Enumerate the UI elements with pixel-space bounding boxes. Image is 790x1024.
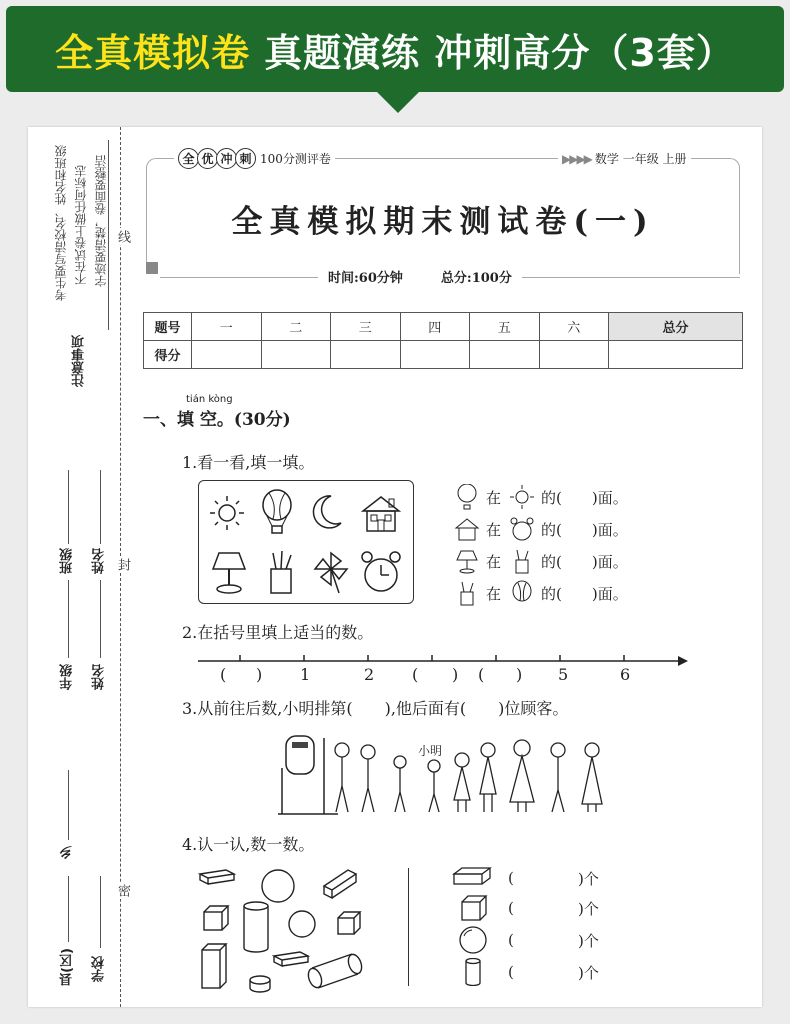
word-of: 的( <box>541 584 562 603</box>
house-icon <box>359 493 403 533</box>
banner-rest: 真题演练 冲刺高分（3套） <box>264 30 735 75</box>
cuboid-icon <box>452 864 494 892</box>
q1-row <box>454 548 628 574</box>
field-name-top: 姓名 <box>92 548 107 574</box>
banner-highlight: 全真模拟卷 <box>55 30 251 75</box>
field-grade: 年级 <box>60 664 75 690</box>
picture-box <box>198 480 414 604</box>
pencil-cup-icon <box>509 548 535 574</box>
binding-mark-seal: 封 <box>115 558 130 571</box>
binding-mark-secret: 密 <box>115 884 130 897</box>
pencil-cup-icon <box>454 580 480 606</box>
score-cell[interactable] <box>470 341 540 369</box>
brand-char: 冲 <box>216 148 237 169</box>
arrows-icon: ▶▶▶▶ <box>562 152 591 166</box>
q1-row <box>454 580 628 606</box>
sun-icon <box>509 484 535 510</box>
score-cell[interactable] <box>331 341 401 369</box>
field-line-township <box>68 770 69 840</box>
brand-subtitle: 100分测评卷 <box>260 152 331 166</box>
row-label: 题号 <box>144 313 192 341</box>
q1-row <box>454 484 628 510</box>
field-line-class <box>68 470 69 544</box>
word-of: 的( <box>541 488 562 507</box>
count-open: ( <box>508 931 514 949</box>
score-table <box>143 312 743 369</box>
numline-label: ) <box>256 665 263 684</box>
numline-label: ) <box>452 665 459 684</box>
number-line <box>198 652 688 676</box>
hot-air-balloon-icon <box>509 580 535 606</box>
numline-label: 6 <box>620 665 631 684</box>
word-in: 在 <box>486 488 502 507</box>
numline-label: ( <box>478 665 485 684</box>
section-pinyin: tián kòng <box>186 394 233 405</box>
word-in: 在 <box>486 584 502 603</box>
numline-label: ( <box>412 665 419 684</box>
field-line-county <box>68 876 69 942</box>
column-header: 二 <box>261 313 331 341</box>
hot-air-balloon-icon <box>259 489 295 535</box>
brand-char: 刺 <box>235 148 256 169</box>
word-in: 在 <box>486 552 502 571</box>
cube-icon <box>452 894 494 922</box>
field-township: 乡 <box>60 846 75 859</box>
field-line-name <box>100 470 101 544</box>
pencil-cup-icon <box>265 549 297 595</box>
count-open: ( <box>508 899 514 917</box>
note-3: 字迹要清楚，卷面要整洁 <box>94 155 108 287</box>
brand-char: 优 <box>197 148 218 169</box>
score-cell[interactable] <box>400 341 470 369</box>
q4-row <box>452 894 599 922</box>
table-row <box>144 313 743 341</box>
banner-title <box>6 6 784 92</box>
word-end: )面。 <box>591 584 628 603</box>
pinwheel-icon <box>311 549 351 595</box>
question-4: 4.认一认,数一数。 <box>182 835 315 854</box>
numline-label: ) <box>516 665 523 684</box>
total-cell[interactable] <box>609 341 743 369</box>
hot-air-balloon-icon <box>454 484 480 510</box>
count-open: ( <box>508 963 514 981</box>
lamp-icon <box>454 548 480 574</box>
word-end: )面。 <box>591 488 628 507</box>
numline-label: 1 <box>300 665 311 684</box>
q4-row <box>452 958 599 986</box>
field-line-name2 <box>100 580 101 658</box>
subject-label <box>558 150 691 167</box>
field-school: 学校 <box>92 956 107 982</box>
mixed-shapes <box>196 864 376 994</box>
question-3: 3.从前往后数,小明排第( ),他后面有( )位顾客。 <box>182 699 569 718</box>
section-title: 一、填 空。(30分) <box>143 410 291 430</box>
score-cell[interactable] <box>192 341 262 369</box>
banner <box>6 6 784 92</box>
row-label: 得分 <box>144 341 192 369</box>
moon-icon <box>309 493 345 531</box>
field-line-school <box>100 876 101 948</box>
xiaoming-label: 小明 <box>418 744 443 758</box>
subject-text: 数学 一年级 上册 <box>594 152 687 166</box>
total-header: 总分 <box>609 313 743 341</box>
word-of: 的( <box>541 520 562 539</box>
exam-meta <box>318 267 522 286</box>
word-in: 在 <box>486 520 502 539</box>
cylinder-icon <box>452 958 494 986</box>
binding-mark-line: 线 <box>115 230 130 243</box>
table-row <box>144 341 743 369</box>
sun-icon <box>207 493 247 533</box>
corner-square <box>146 262 158 274</box>
count-close: )个 <box>578 963 599 982</box>
score-cell[interactable] <box>261 341 331 369</box>
numline-label: ( <box>220 665 227 684</box>
question-1: 1.看一看,填一填。 <box>182 453 315 472</box>
banner-pointer <box>376 91 420 113</box>
numline-label: 2 <box>364 665 375 684</box>
sphere-icon <box>452 926 494 954</box>
numline-label: 5 <box>558 665 569 684</box>
q4-row <box>452 864 599 892</box>
note-2: 不在试卷上做任何标志 <box>74 165 88 285</box>
score-cell[interactable] <box>539 341 609 369</box>
field-name: 姓名 <box>92 664 107 690</box>
alarm-clock-icon <box>509 516 535 542</box>
q4-row <box>452 926 599 954</box>
brand-badge <box>174 148 335 169</box>
question-2: 2.在括号里填上适当的数。 <box>182 623 374 642</box>
count-close: )个 <box>578 899 599 918</box>
field-class: 班级 <box>60 548 75 574</box>
field-county: 县(区) <box>60 948 75 986</box>
count-close: )个 <box>578 931 599 950</box>
paper-title: 全真模拟期末测试卷(一) <box>231 204 655 240</box>
notes-title: 注意事项 <box>72 335 87 387</box>
column-header: 四 <box>400 313 470 341</box>
column-header: 一 <box>192 313 262 341</box>
word-end: )面。 <box>591 552 628 571</box>
word-end: )面。 <box>591 520 628 539</box>
q4-divider <box>408 868 409 986</box>
brand-char: 全 <box>178 148 199 169</box>
word-of: 的( <box>541 552 562 571</box>
total-score: 总分:100分 <box>440 271 512 286</box>
time-limit: 时间:60分钟 <box>328 271 403 286</box>
q1-row <box>454 516 628 542</box>
alarm-clock-icon <box>359 549 403 595</box>
column-header: 六 <box>539 313 609 341</box>
note-1: 考生要写清校名、姓名和班级 <box>54 145 68 301</box>
queue-illustration <box>278 728 618 818</box>
lamp-icon <box>209 549 249 595</box>
column-header: 五 <box>470 313 540 341</box>
column-header: 三 <box>331 313 401 341</box>
count-open: ( <box>508 869 514 887</box>
count-close: )个 <box>578 869 599 888</box>
field-line-grade <box>68 580 69 658</box>
house-icon <box>454 516 480 542</box>
